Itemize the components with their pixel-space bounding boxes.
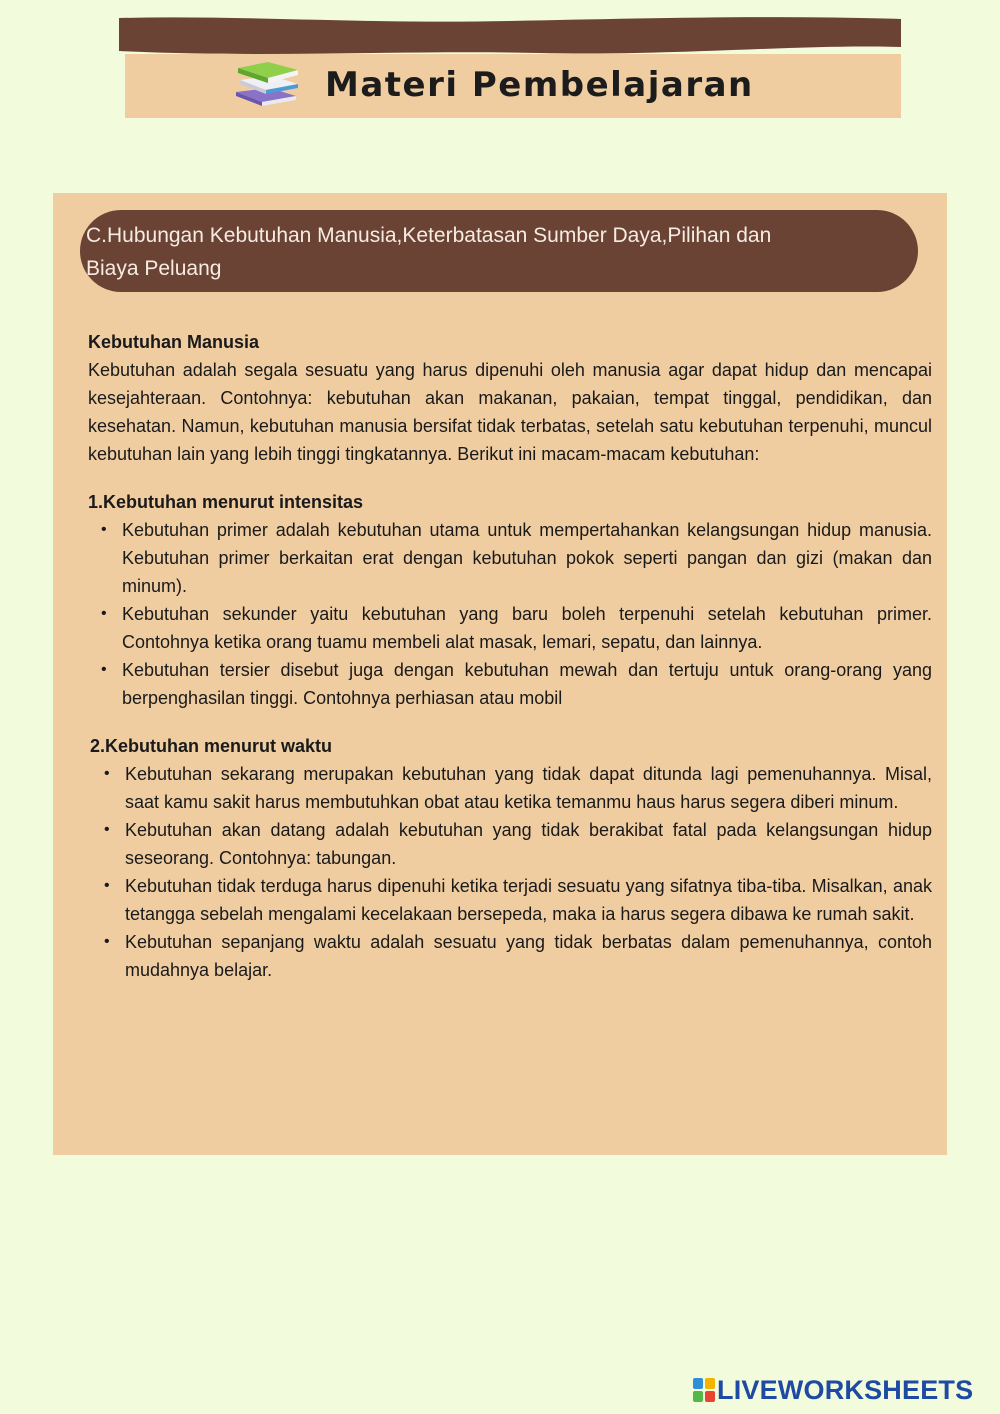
intensitas-section bbox=[88, 488, 932, 712]
intro-heading: Kebutuhan Manusia bbox=[88, 332, 260, 352]
section-title-line-1: C.Hubungan Kebutuhan Manusia,Keterbatasan Sumber Daya,Pilihan dan bbox=[86, 224, 772, 247]
list-item: • Kebutuhan tersier disebut juga dengan kebutuhan mewah dan tertuju untuk orang-orang yang berpenghasilan tinggi. Contohnya perhiasan atau mobil bbox=[88, 656, 932, 712]
waktu-heading: 2.Kebutuhan menurut waktu bbox=[90, 736, 333, 756]
list-item: • Kebutuhan sekunder yaitu kebutuhan yang baru boleh terpenuhi setelah kebutuhan primer. Contohnya ketika orang tuamu membeli alat masak, lemari, sepatu, dan lainnya. bbox=[88, 600, 932, 656]
content-body bbox=[88, 328, 932, 984]
section-title-pill bbox=[80, 210, 918, 292]
intensitas-heading: 1.Kebutuhan menurut intensitas bbox=[88, 492, 364, 512]
list-item: • Kebutuhan sepanjang waktu adalah sesuatu yang tidak berbatas dalam pemenuhannya, contoh mudahnya belajar. bbox=[90, 928, 932, 984]
intro-paragraph: Kebutuhan adalah segala sesuatu yang harus dipenuhi oleh manusia agar dapat hidup dan mencapai kesejahteraan. Contohnya: kebutuhan akan makanan, pakaian, tempat tinggal, pendidikan, dan kesehatan. Namun, kebutuhan manusia bersifat tidak terbatas, setelah satu kebutuhan terpenuhi, muncul kebutuhan lain yang lebih tinggi tingkatannya. Berikut ini macam-macam kebutuhan: bbox=[88, 360, 932, 464]
stacked-books-icon bbox=[232, 58, 302, 108]
waktu-section bbox=[88, 732, 932, 984]
liveworksheets-mark-icon bbox=[693, 1378, 715, 1402]
page-title: Materi Pembelajaran bbox=[325, 65, 754, 105]
list-item: • Kebutuhan tidak terduga harus dipenuhi ketika terjadi sesuatu yang sifatnya tiba-tiba. Misalkan, anak tetangga sebelah mengalami kecelakaan bersepeda, maka ia harus segera dibawa ke rumah sakit. bbox=[90, 872, 932, 928]
section-title-line-2: Biaya Peluang bbox=[86, 257, 222, 280]
list-item: • Kebutuhan primer adalah kebutuhan utama untuk mempertahankan kelangsungan hidup manusia. Kebutuhan primer berkaitan erat dengan kebutuhan pokok seperti pangan dan gizi (makan dan minum). bbox=[88, 516, 932, 600]
content-card bbox=[53, 193, 947, 1155]
list-item: • Kebutuhan akan datang adalah kebutuhan yang tidak berakibat fatal pada kelangsungan hidup seseorang. Contohnya: tabungan. bbox=[90, 816, 932, 872]
header-banner bbox=[119, 14, 901, 118]
liveworksheets-logo-text: LIVEWORKSHEETS bbox=[717, 1375, 974, 1405]
waktu-list bbox=[90, 760, 932, 984]
intensitas-list bbox=[88, 516, 932, 712]
header-wave bbox=[119, 14, 901, 64]
list-item: • Kebutuhan sekarang merupakan kebutuhan yang tidak dapat ditunda lagi pemenuhannya. Misal, saat kamu sakit harus membutuhkan obat atau ketika temanmu haus harus segera diberi minum. bbox=[90, 760, 932, 816]
